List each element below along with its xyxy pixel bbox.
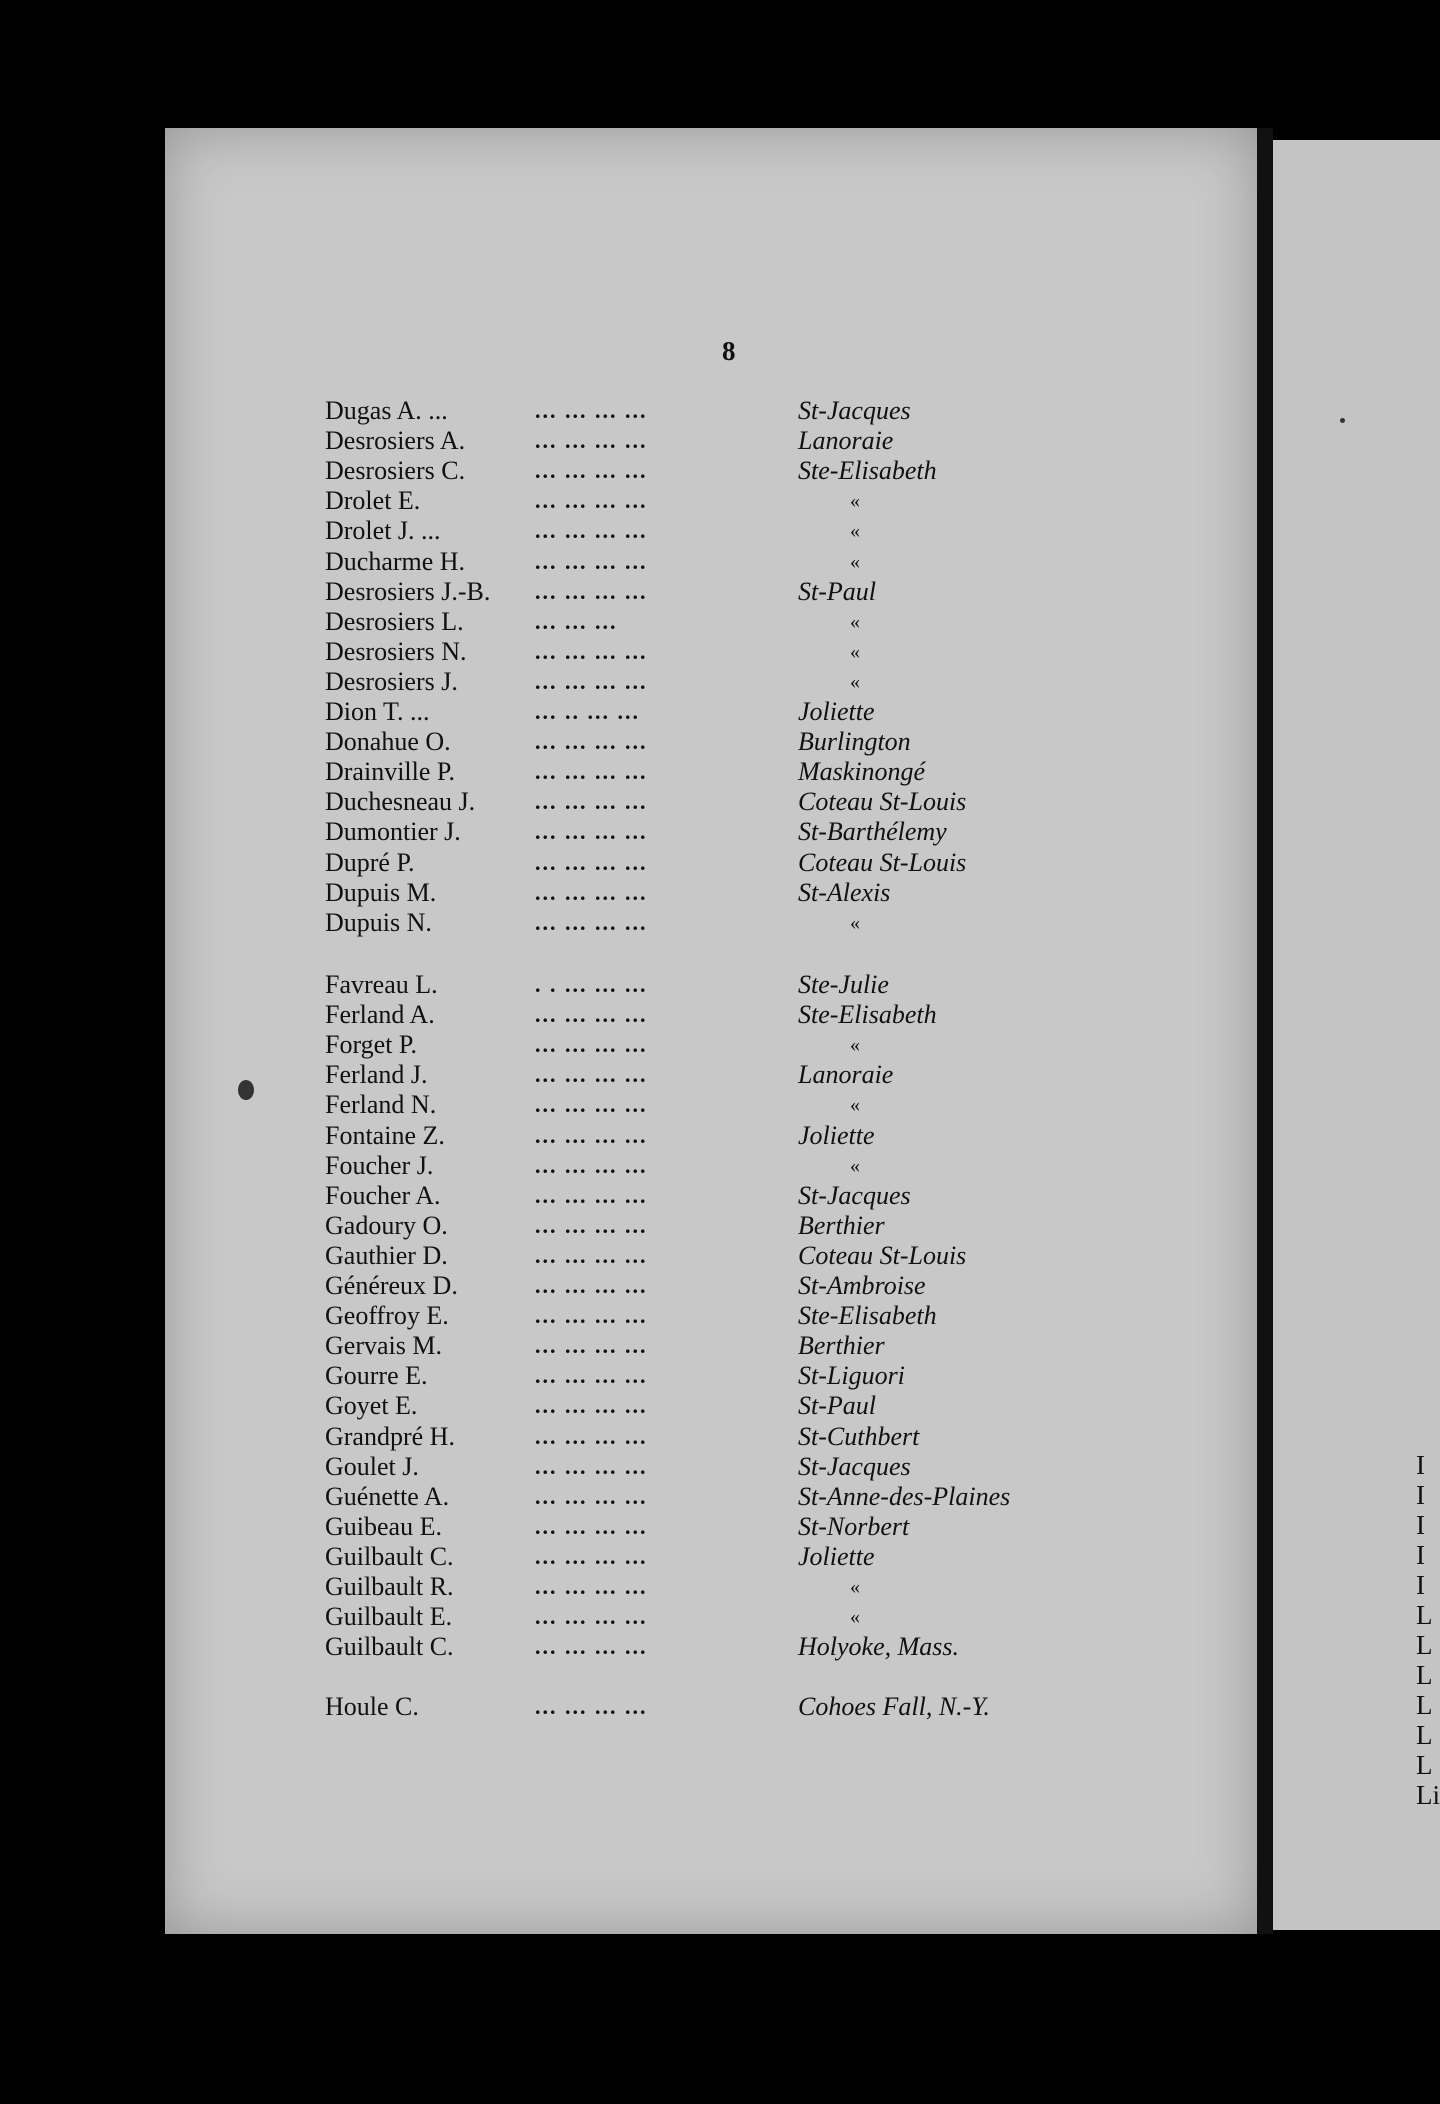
entry-name: Desrosiers C. (325, 456, 466, 486)
leader-dots: . . ... ... ... (535, 972, 648, 997)
list-item (0, 1452, 1100, 1482)
entry-name: Goyet E. (325, 1391, 418, 1421)
leader-dots: ... ... ... ... (535, 909, 648, 935)
entry-name: Desrosiers J.-B. (325, 576, 491, 606)
entry-place: St-Alexis (798, 877, 891, 907)
list-item (0, 787, 1100, 817)
leader-dots: ... ... ... ... (535, 458, 648, 484)
entry-name: Donahue O. (325, 727, 451, 757)
list-item (0, 878, 1100, 908)
entry-name: Drolet E. (325, 486, 421, 516)
right-page-letter: Li (1416, 1780, 1440, 1810)
entry-name: Desrosiers L. (325, 606, 464, 636)
list-item (0, 697, 1100, 727)
entry-name: Dugas A. ... (325, 396, 448, 425)
right-page-letter: I (1416, 1510, 1425, 1540)
entry-name: Guilbault C. (325, 1541, 454, 1571)
leader-dots: ... ... ... ... (535, 849, 648, 875)
leader-dots: ... ... ... ... (535, 548, 648, 574)
leader-dots: ... ... ... (535, 608, 618, 634)
entry-name: Desrosiers N. (325, 636, 467, 666)
entry-name: Gervais M. (325, 1331, 442, 1361)
list-item (0, 486, 1100, 516)
ditto-mark: « (850, 1094, 860, 1117)
list-item (0, 727, 1100, 757)
page-number: 8 (722, 336, 736, 366)
entry-name: Guibeau E. (325, 1511, 442, 1541)
right-page-letter: L (1416, 1600, 1433, 1630)
list-item (0, 1572, 1100, 1602)
entry-place: St-Jacques (798, 396, 911, 425)
entry-place: Ste-Elisabeth (798, 1000, 937, 1030)
entry-place: Ste-Elisabeth (798, 456, 937, 486)
leader-dots: ... ... ... ... (535, 398, 648, 423)
list-item (0, 1692, 1100, 1722)
right-page-letter: L (1416, 1630, 1433, 1660)
list-item (0, 607, 1100, 637)
ditto-mark: « (850, 640, 860, 663)
entry-name: Foucher A. (325, 1180, 441, 1210)
entry-name: Guilbault R. (325, 1572, 454, 1601)
leader-dots: ... ... ... ... (535, 1694, 648, 1719)
entry-name: Dupuis M. (325, 877, 437, 907)
list-item (0, 1211, 1100, 1241)
leader-dots: ... ... ... ... (535, 1634, 648, 1660)
right-page-letter: L (1416, 1750, 1433, 1780)
entry-name: Guilbault E. (325, 1602, 453, 1632)
leader-dots: ... ... ... ... (535, 819, 648, 845)
list-item (0, 1482, 1100, 1512)
leader-dots: ... ... ... ... (535, 1062, 648, 1088)
entry-name: Fontaine Z. (325, 1120, 445, 1150)
ditto-mark: « (850, 1154, 860, 1177)
leader-dots: ... ... ... ... (535, 1333, 648, 1359)
list-item (0, 1301, 1100, 1331)
entry-name: Guénette A. (325, 1481, 450, 1511)
list-item (0, 1030, 1100, 1060)
entry-name: Desrosiers J. (325, 666, 458, 696)
leader-dots: ... ... ... ... (535, 1303, 648, 1329)
entry-name: Grandpré H. (325, 1421, 455, 1451)
entry-name: Ferland A. (325, 1000, 435, 1030)
leader-dots: ... ... ... ... (535, 759, 648, 785)
entry-name: Gourre E. (325, 1361, 428, 1391)
right-page-letter: L (1416, 1690, 1433, 1720)
entry-place: Berthier (798, 1210, 885, 1240)
entry-place: Coteau St-Louis (798, 847, 967, 877)
list-item (0, 757, 1100, 787)
list-item (0, 1422, 1100, 1452)
entry-place: Burlington (798, 727, 911, 757)
entry-place: St-Paul (798, 576, 876, 606)
leader-dots: ... ... ... ... (535, 1242, 648, 1268)
leader-dots: ... ... ... ... (535, 488, 648, 514)
list-item (0, 1121, 1100, 1151)
list-item (0, 426, 1100, 456)
entry-name: Généreux D. (325, 1271, 458, 1300)
list-item (0, 1391, 1100, 1421)
leader-dots: ... ... ... ... (535, 578, 648, 604)
right-page (1273, 140, 1440, 1930)
entry-name: Favreau L. (325, 970, 438, 999)
entry-name: Foucher J. (325, 1150, 434, 1180)
ditto-mark: « (850, 520, 860, 543)
entry-place: St-Cuthbert (798, 1421, 920, 1451)
entry-place: St-Ambroise (798, 1271, 926, 1300)
entry-place: Berthier (798, 1331, 885, 1361)
leader-dots: ... ... ... ... (535, 1152, 648, 1178)
leader-dots: ... ... ... ... (535, 1212, 648, 1238)
entry-place: St-Paul (798, 1391, 876, 1421)
ditto-mark: « (850, 911, 860, 934)
entry-name: Goulet J. (325, 1451, 419, 1481)
ditto-mark: « (850, 1034, 860, 1057)
entry-place: Maskinongé (798, 757, 926, 787)
right-page-letter: I (1416, 1450, 1425, 1480)
entry-name: Drolet J. ... (325, 516, 441, 546)
entry-place: Ste-Julie (798, 970, 889, 999)
leader-dots: ... ... ... ... (535, 1092, 648, 1118)
list-item (0, 667, 1100, 697)
book-spine (1257, 128, 1273, 1934)
right-page-letter: L (1416, 1660, 1433, 1690)
entry-place: Coteau St-Louis (798, 787, 967, 817)
entry-place: St-Jacques (798, 1180, 911, 1210)
ditto-mark: « (850, 550, 860, 573)
ditto-mark: « (850, 490, 860, 513)
right-page-letter: I (1416, 1540, 1425, 1570)
leader-dots: ... ... ... ... (535, 1273, 648, 1298)
list-item (0, 1090, 1100, 1120)
entry-place: St-Norbert (798, 1511, 910, 1541)
list-item (0, 637, 1100, 667)
list-item (0, 1241, 1100, 1271)
leader-dots: ... ... ... ... (535, 668, 648, 694)
leader-dots: ... ... ... ... (535, 1393, 648, 1419)
list-item (0, 456, 1100, 486)
entry-name: Ferland J. (325, 1060, 428, 1090)
entry-name: Geoffroy E. (325, 1301, 449, 1331)
entry-name: Guilbault C. (325, 1632, 454, 1662)
entry-name: Duchesneau J. (325, 787, 476, 817)
entry-place: Joliette (798, 697, 875, 726)
entry-name: Dion T. ... (325, 697, 430, 726)
list-item (0, 577, 1100, 607)
entry-name: Dupuis N. (325, 907, 432, 937)
entry-name: Dumontier J. (325, 817, 461, 847)
entry-place: Joliette (798, 1120, 875, 1150)
entry-place: St-Liguori (798, 1361, 905, 1391)
entry-name: Drainville P. (325, 757, 455, 787)
leader-dots: ... ... ... ... (535, 879, 648, 905)
leader-dots: ... ... ... ... (535, 1453, 648, 1479)
entry-place: Cohoes Fall, N.-Y. (798, 1692, 990, 1721)
leader-dots: ... ... ... ... (535, 1002, 648, 1028)
list-item (0, 1181, 1100, 1211)
leader-dots: ... .. ... ... (535, 699, 640, 724)
entry-place: Ste-Elisabeth (798, 1301, 937, 1331)
ditto-mark: « (850, 670, 860, 693)
list-item (0, 1602, 1100, 1632)
leader-dots: ... ... ... ... (535, 729, 648, 755)
ditto-mark: « (850, 610, 860, 633)
entry-place: St-Jacques (798, 1451, 911, 1481)
list-item (0, 1361, 1100, 1391)
leader-dots: ... ... ... ... (535, 1604, 648, 1630)
ditto-mark: « (850, 1606, 860, 1629)
right-page-letter: L (1416, 1720, 1433, 1750)
right-page-letter: I (1416, 1570, 1425, 1600)
leader-dots: ... ... ... ... (535, 789, 648, 815)
list-item (0, 547, 1100, 577)
list-item (0, 1512, 1100, 1542)
leader-dots: ... ... ... ... (535, 1483, 648, 1509)
ink-blot (238, 1080, 254, 1100)
leader-dots: ... ... ... ... (535, 1032, 648, 1058)
entry-name: Dupré P. (325, 847, 415, 877)
list-item (0, 848, 1100, 878)
list-item (0, 1331, 1100, 1361)
leader-dots: ... ... ... ... (535, 1182, 648, 1208)
list-item (0, 396, 1100, 426)
entry-place: Holyoke, Mass. (798, 1632, 960, 1662)
entry-name: Ferland N. (325, 1090, 437, 1120)
leader-dots: ... ... ... ... (535, 428, 648, 454)
entry-name: Desrosiers A. (325, 426, 466, 456)
entry-place: St-Anne-des-Plaines (798, 1481, 1011, 1511)
list-item (0, 970, 1100, 1000)
right-page-letter: I (1416, 1480, 1425, 1510)
leader-dots: ... ... ... ... (535, 1423, 648, 1449)
list-item (0, 516, 1100, 546)
list-item (0, 1060, 1100, 1090)
entry-place: Lanoraie (798, 426, 894, 456)
ink-speck (1340, 418, 1345, 423)
list-item (0, 1632, 1100, 1662)
ditto-mark: « (850, 1576, 860, 1598)
list-item (0, 908, 1100, 938)
entry-name: Forget P. (325, 1030, 417, 1060)
list-item (0, 1000, 1100, 1030)
entry-name: Gauthier D. (325, 1240, 448, 1270)
leader-dots: ... ... ... ... (535, 1513, 648, 1539)
list-item (0, 1542, 1100, 1572)
entry-place: Joliette (798, 1541, 875, 1571)
leader-dots: ... ... ... ... (535, 638, 648, 664)
leader-dots: ... ... ... ... (535, 1122, 648, 1148)
entry-name: Houle C. (325, 1692, 419, 1721)
list-item (0, 817, 1100, 847)
entry-name: Gadoury O. (325, 1210, 448, 1240)
leader-dots: ... ... ... ... (535, 1363, 648, 1389)
leader-dots: ... ... ... ... (535, 518, 648, 544)
entry-name: Ducharme H. (325, 546, 466, 576)
entry-place: Lanoraie (798, 1060, 894, 1090)
entry-place: Coteau St-Louis (798, 1240, 967, 1270)
leader-dots: ... ... ... ... (535, 1543, 648, 1569)
entry-place: St-Barthélemy (798, 817, 947, 847)
list-item (0, 1151, 1100, 1181)
leader-dots: ... ... ... ... (535, 1574, 648, 1599)
list-item (0, 1271, 1100, 1301)
